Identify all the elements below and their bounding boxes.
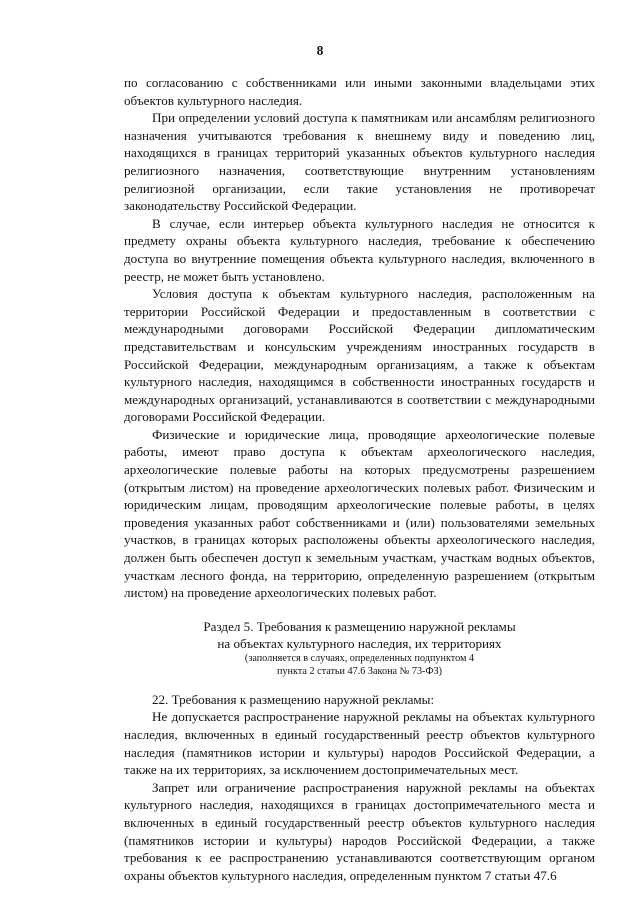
paragraph-interior-access: В случае, если интерьер объекта культурного наследия не относится к предмету охраны объекта культурного наследия, требование к обеспечению доступа во внутренние помещения объекта культурного наследия, включенного в реестр, не может быть установлено. bbox=[124, 215, 595, 284]
paragraph-continuation: по согласованию с собственниками или иными законными владельцами этих объектов культурного наследия. bbox=[124, 75, 595, 108]
document-body bbox=[124, 74, 595, 884]
item-heading-22: 22. Требования к размещению наружной рекламы: bbox=[152, 691, 435, 707]
section-note-line2: пункта 2 статьи 47.6 Закона № 73-ФЗ) bbox=[277, 665, 442, 677]
section-heading bbox=[124, 618, 595, 652]
paragraph-archaeological-access: Физические и юридические лица, проводящие археологические полевые работы, имеют право доступа к объектам археологического наследия, археологические полевые работы на которых предусмотрены разрешением (открытым листом) на проведение археологических полевых работ. Физическим и юридическим лицам, проводящим археологические полевые работы, в целях проведения указанных работ собственниками и (или) пользователями земельных участков, в границах которых расположены объекты археологического наследия, должен быть обеспечен доступ к земельным участкам, участкам водных объектов, участкам лесного фонда, на территорию, определенную разрешением (открытым листом) на проведение археологических полевых работ. bbox=[124, 426, 595, 601]
paragraph-advertising-restriction: Запрет или ограничение распространения наружной рекламы на объектах культурного наследия, находящихся в границах достопримечательного места и включенных в единый государственный реестр объектов культурного наследия (памятников истории и культуры) народов Российской Федерации, а также требования к ее распространению устанавливаются соответствующим органом охраны объектов культурного наследия, определенным пунктом 7 статьи 47.6 bbox=[124, 779, 595, 883]
paragraph-advertising-ban: Не допускается распространение наружной рекламы на объектах культурного наследия, включенных в единый государственный реестр объектов культурного наследия (памятников истории и культуры) народов Российской Федерации, а также на их территориях, за исключением достопримечательных мест. bbox=[124, 709, 595, 778]
section-note bbox=[124, 652, 595, 678]
section-title-line2: на объектах культурного наследия, их территориях bbox=[217, 635, 502, 651]
page-number: 8 bbox=[316, 43, 324, 58]
paragraph-religious-access: При определении условий доступа к памятникам или ансамблям религиозного назначения учитываются требования к внешнему виду и поведению лиц, находящихся в границах территорий указанных объектов культурного наследия религиозного назначения, соответствующие внутренним установлениям религиозной организации, если такие установления не противоречат законодательству Российской Федерации. bbox=[124, 110, 595, 214]
section-note-line1: (заполняется в случаях, определенных подпунктом 4 bbox=[244, 652, 475, 664]
section-title-line1: Раздел 5. Требования к размещению наружной рекламы bbox=[203, 618, 516, 634]
paragraph-diplomatic-access: Условия доступа к объектам культурного наследия, расположенным на территории Российской Федерации и предоставленным в соответствии с международными договорами Российской Федерации дипломатическим представительствам и консульским учреждениям иностранных государств в Российской Федерации, международным организациям, а также к объектам культурного наследия, находящимся в собственности иностранных государств и международных организаций, устанавливаются в соответствии с международными договорами Российской Федерации. bbox=[124, 286, 595, 425]
